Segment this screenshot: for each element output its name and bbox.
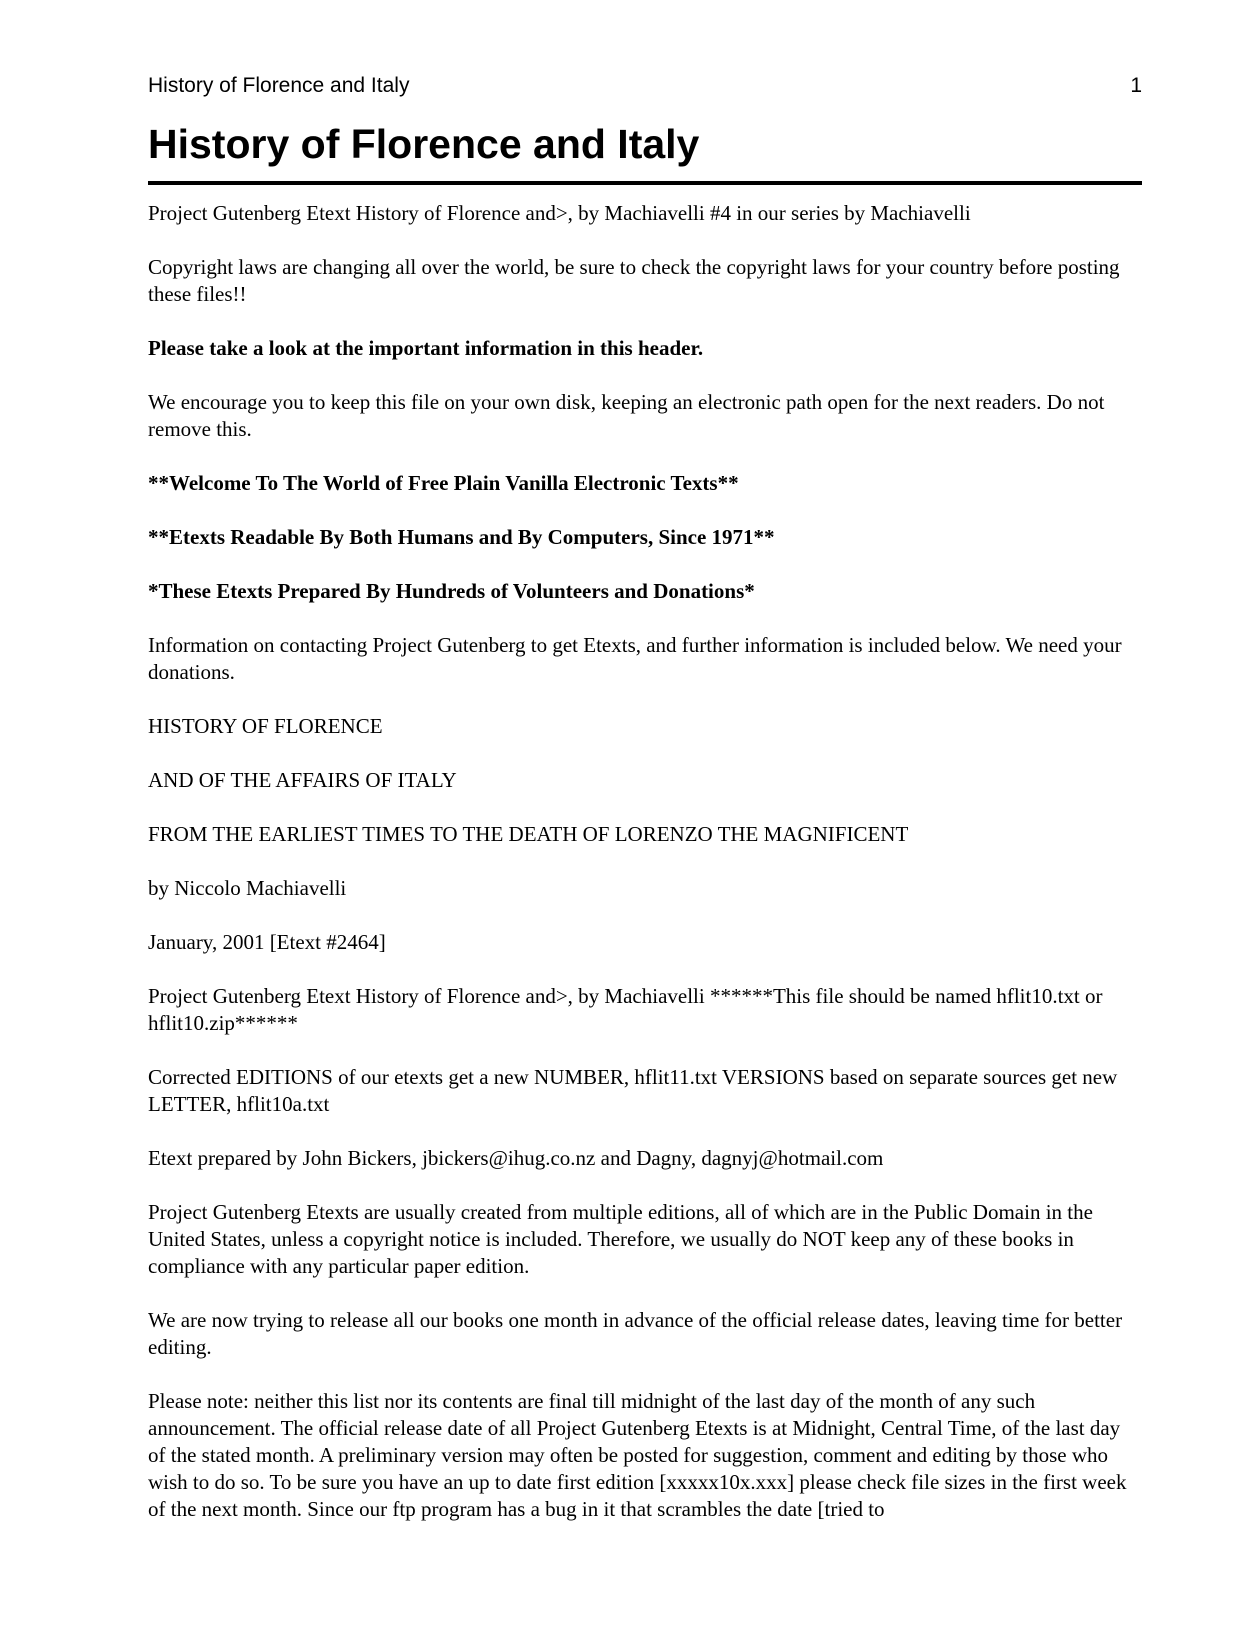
running-header-title: History of Florence and Italy xyxy=(148,74,410,97)
paragraph-file-name: Project Gutenberg Etext History of Florence and>, by Machiavelli ******This file should be named hflit10.txt or hflit10.zip****** xyxy=(148,984,1103,1035)
paragraph-volunteers: *These Etexts Prepared By Hundreds of Volunteers and Donations* xyxy=(148,579,755,603)
paragraph-prepared-by: Etext prepared by John Bickers, jbickers@ihug.co.nz and Dagny, dagnyj@hotmail.com xyxy=(148,1146,884,1170)
document-page xyxy=(148,72,1142,1550)
document-body xyxy=(148,200,1142,1523)
paragraph-contact-info: Information on contacting Project Gutenberg to get Etexts, and further information is included below. We need your donations. xyxy=(148,633,1122,684)
document-title: History of Florence and Italy xyxy=(148,121,700,167)
paragraph-readable: **Etexts Readable By Both Humans and By Computers, Since 1971** xyxy=(148,525,775,549)
paragraph-release-advance: We are now trying to release all our books one month in advance of the official release dates, leaving time for better editing. xyxy=(148,1308,1123,1359)
paragraph-etext-intro: Project Gutenberg Etext History of Florence and>, by Machiavelli #4 in our series by Machiavelli xyxy=(148,201,971,225)
paragraph-editions: Corrected EDITIONS of our etexts get a new NUMBER, hflit11.txt VERSIONS based on separate sources get new LETTER, hflit10a.txt xyxy=(148,1065,1118,1116)
paragraph-copyright-notice: Copyright laws are changing all over the world, be sure to check the copyright laws for your country before posting these files!! xyxy=(148,255,1120,306)
paragraph-please-note: Please note: neither this list nor its contents are final till midnight of the last day of the month of any such announcement. The official release date of all Project Gutenberg Etexts is at Midnight, Central Time, of the last day of the stated month. A preliminary version may often be posted for suggestion, comment and editing by those who wish to do so. To be sure you have an up to date first edition [xxxxx10x.xxx] please check file sizes in the first week of the next month. Since our ftp program has a bug in it that scrambles the date [tried to xyxy=(148,1389,1127,1521)
paragraph-release-date: January, 2001 [Etext #2464] xyxy=(148,930,386,954)
paragraph-public-domain: Project Gutenberg Etexts are usually created from multiple editions, all of which are in the Public Domain in the United States, unless a copyright notice is included. Therefore, we usually do NOT keep any of these books in compliance with any particular paper edition. xyxy=(148,1200,1093,1278)
paragraph-keep-file: We encourage you to keep this file on your own disk, keeping an electronic path open for the next readers. Do not remove this. xyxy=(148,390,1105,441)
title-divider xyxy=(148,181,1142,185)
paragraph-author: by Niccolo Machiavelli xyxy=(148,876,347,900)
paragraph-book-title: HISTORY OF FLORENCE xyxy=(148,714,383,738)
paragraph-welcome: **Welcome To The World of Free Plain Vanilla Electronic Texts** xyxy=(148,471,739,495)
paragraph-book-span: FROM THE EARLIEST TIMES TO THE DEATH OF LORENZO THE MAGNIFICENT xyxy=(148,822,909,846)
paragraph-important-header: Please take a look at the important information in this header. xyxy=(148,336,704,360)
page-number: 1 xyxy=(1130,74,1142,97)
paragraph-book-subtitle: AND OF THE AFFAIRS OF ITALY xyxy=(148,768,457,792)
running-header xyxy=(148,72,1142,100)
